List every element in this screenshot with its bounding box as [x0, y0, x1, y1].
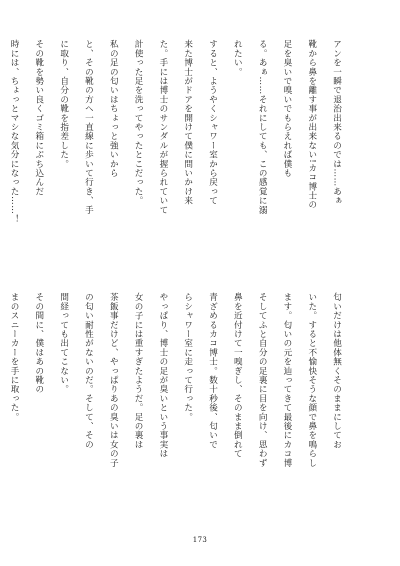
text-column: 来た博士がドアを開けて僕に問いかけ来 — [182, 39, 193, 206]
lower-text-block — [9, 286, 355, 512]
page-number: 173 — [192, 536, 208, 544]
text-column: 間経っても出てこない。 — [58, 292, 69, 394]
text-column: と、その靴の方へ一直線に歩いて行き、手 — [83, 39, 94, 215]
text-column: 鼻を近付けて一嗅ぎし、そのまま倒れて — [232, 292, 243, 459]
text-column: いた。すると不愉快そうな顔で鼻を鳴らし — [306, 292, 317, 468]
text-column: 時には、ちょっとマシな気分になった……！ — [9, 39, 20, 224]
text-column: 足を臭いで嗅いでもらえれば僕も — [281, 39, 292, 178]
text-column: 私の足の匂いはちょっと強いから — [108, 39, 119, 178]
text-column: 茶飯事だけど、やっぱりあの臭いは女の子 — [108, 292, 119, 468]
text-column: れたい。 — [232, 39, 243, 77]
text-column: の匂い耐性がないのだ。そして、その — [83, 292, 94, 450]
text-column: 靴から鼻を離す事が出来ない!カコ博士の — [306, 39, 317, 210]
text-column: すると、ようやくシャワー室から戻って — [207, 39, 218, 206]
text-column: 計使った足を洗ってやったとこだった。 — [133, 39, 144, 206]
text-column: そしてふと自分の足裏に目を向け、思わず — [257, 292, 268, 468]
text-column: ます。匂いの元を辿ってきて最後にカコ博 — [281, 292, 292, 468]
text-column: らシャワー室に走って行った。 — [182, 292, 193, 422]
text-column: に取り、自分の靴を指差した。 — [58, 39, 69, 169]
text-column: 女の子には重すぎたようだ。足の裏は — [133, 292, 144, 450]
text-column: る。あぁ……それにしても、この感覚に溺 — [257, 39, 268, 215]
text-column: アンを一瞬で退治出来るのでは……あぁ — [331, 39, 342, 206]
text-column: やっぱり、博士の足が臭いという事実は — [157, 292, 168, 459]
text-column: まのスニーカーを手に取った。 — [9, 292, 20, 422]
text-column: た。手には博士のサンダルが握られていて — [157, 39, 168, 215]
upper-text-block — [9, 33, 355, 259]
text-column: 匂いだけは他体無くそのままにしてお — [331, 292, 342, 450]
text-column: その靴を勢い良くゴミ箱にぶち込んだ — [33, 39, 44, 197]
text-column: その間に、僕はあの靴の — [33, 292, 44, 394]
text-column: 青ざめるカコ博士。数十秒後、匂いで — [207, 292, 218, 450]
